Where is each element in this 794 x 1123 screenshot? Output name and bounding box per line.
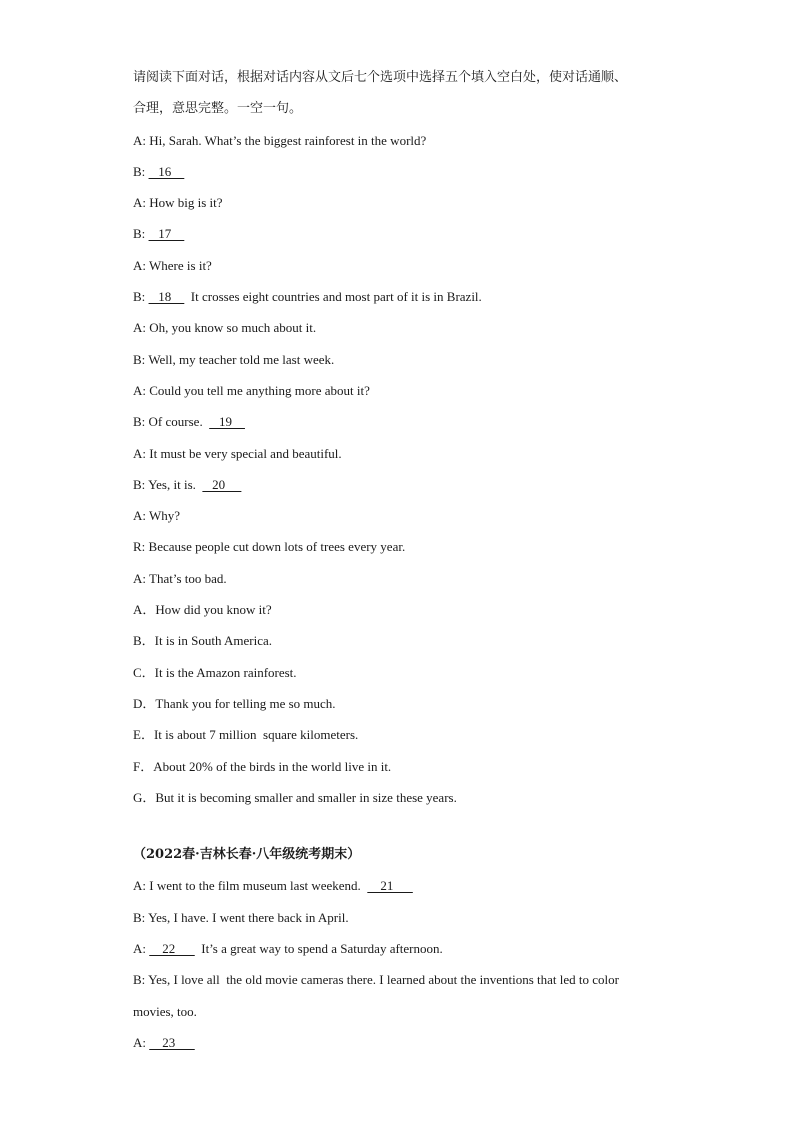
document-page [133,62,693,1058]
dialogue-text: Yes, I love all the old movie cameras there. I learned about the inventions that led to color [148,972,619,988]
option-item [133,719,693,750]
speaker-label: A: [133,320,146,336]
dialogue-line [133,375,693,406]
option-text: It is about 7 million square kilometers. [153,727,359,743]
dialogue-line [133,312,693,343]
dialogue-line [133,870,693,901]
dialogue-text-after: It’s a great way to spend a Saturday afternoon. [194,941,443,957]
option-item [133,688,693,719]
dialogue-text: Yes, I have. I went there back in April. [148,909,349,925]
speaker-label: B: [133,476,146,492]
speaker-label: B: [133,163,146,179]
dialogue-line [133,933,693,964]
dialogue-line [133,563,693,594]
dialogue-line [133,469,693,500]
dialogue-line [133,156,693,187]
option-item [133,594,693,625]
dialogue-line [133,500,693,531]
dialogue-text: Why? [149,508,181,524]
dialogue-line [133,218,693,249]
dialogue-1 [133,125,693,594]
dialogue-line [133,125,693,156]
dialogue-text: Could you tell me anything more about it? [149,382,370,398]
speaker-label: A: [133,382,146,398]
option-text: About 20% of the birds in the world live in it. [153,758,392,774]
option-letter: G． [133,789,156,805]
dialogue-line [133,250,693,281]
dialogue-text: Hi, Sarah. What’s the biggest rainforest in the world? [149,132,427,148]
dialogue-text: Because people cut down lots of trees every year. [148,539,406,555]
dialogue-text: It must be very special and beautiful. [149,445,342,461]
answer-blank: 21 [367,878,413,894]
speaker-label: A: [133,132,146,148]
speaker-label: A: [133,570,146,586]
option-letter: D． [133,695,156,711]
dialogue-line [133,1027,693,1058]
source-heading: （2022春·吉林长春·八年级统考期末） [133,847,361,863]
dialogue-line [133,187,693,218]
options-list [133,594,693,813]
section-gap [133,813,693,839]
speaker-label: A: [133,941,146,957]
dialogue-line [133,344,693,375]
dialogue-text: That’s too bad. [149,570,227,586]
speaker-label: A: [133,878,146,894]
speaker-label: B: [133,909,146,925]
dialogue-line [133,438,693,469]
dialogue-line [133,964,693,995]
option-item [133,625,693,656]
dialogue-text: movies, too. [133,1003,197,1019]
dialogue-text: I went to the film museum last weekend. [149,878,368,894]
dialogue-text: Well, my teacher told me last week. [148,351,335,367]
option-text: Thank you for telling me so much. [155,695,336,711]
dialogue-line [133,406,693,437]
option-letter: F． [133,758,154,774]
speaker-label: A: [133,445,146,461]
instruction-line-2: 合理，意思完整。一空一句。 [133,101,303,117]
instruction-line-1: 请阅读下面对话，根据对话内容从文后七个选项中选择五个填入空白处，使对话通顺、 [133,70,628,85]
speaker-label: B: [133,972,146,988]
speaker-label: B: [133,414,146,430]
option-letter: E． [133,727,154,743]
speaker-label: A: [133,257,146,273]
option-letter: B． [133,633,155,649]
answer-blank: 16 [148,163,185,179]
option-letter: A． [133,602,156,618]
answer-blank: 23 [149,1034,195,1050]
dialogue-line [133,996,693,1027]
dialogue-line [133,902,693,933]
option-item [133,657,693,688]
answer-blank: 20 [202,476,242,492]
dialogue-text: How big is it? [149,195,223,211]
speaker-label: R: [133,539,146,555]
answer-blank: 19 [209,414,245,430]
option-item [133,782,693,813]
option-text: But it is becoming smaller and smaller in size these years. [155,789,457,805]
dialogue-text: Yes, it is. [148,476,203,492]
dialogue-2 [133,870,693,1058]
answer-blank: 22 [149,941,195,957]
dialogue-text: Where is it? [149,257,212,273]
dialogue-text: Oh, you know so much about it. [149,320,317,336]
dialogue-text-after: It crosses eight countries and most part of it is in Brazil. [184,289,482,305]
dialogue-line [133,281,693,312]
speaker-label: B: [133,226,146,242]
dialogue-line [133,531,693,562]
speaker-label: B: [133,289,146,305]
option-text: It is in South America. [154,633,273,649]
option-text: It is the Amazon rainforest. [154,664,297,680]
speaker-label: A: [133,1034,146,1050]
option-letter: C． [133,664,155,680]
speaker-label: A: [133,508,146,524]
option-item [133,751,693,782]
option-text: How did you know it? [155,602,272,618]
answer-blank: 18 [148,289,185,305]
answer-blank: 17 [148,226,185,242]
speaker-label: B: [133,351,146,367]
speaker-label: A: [133,195,146,211]
dialogue-text: Of course. [148,414,210,430]
